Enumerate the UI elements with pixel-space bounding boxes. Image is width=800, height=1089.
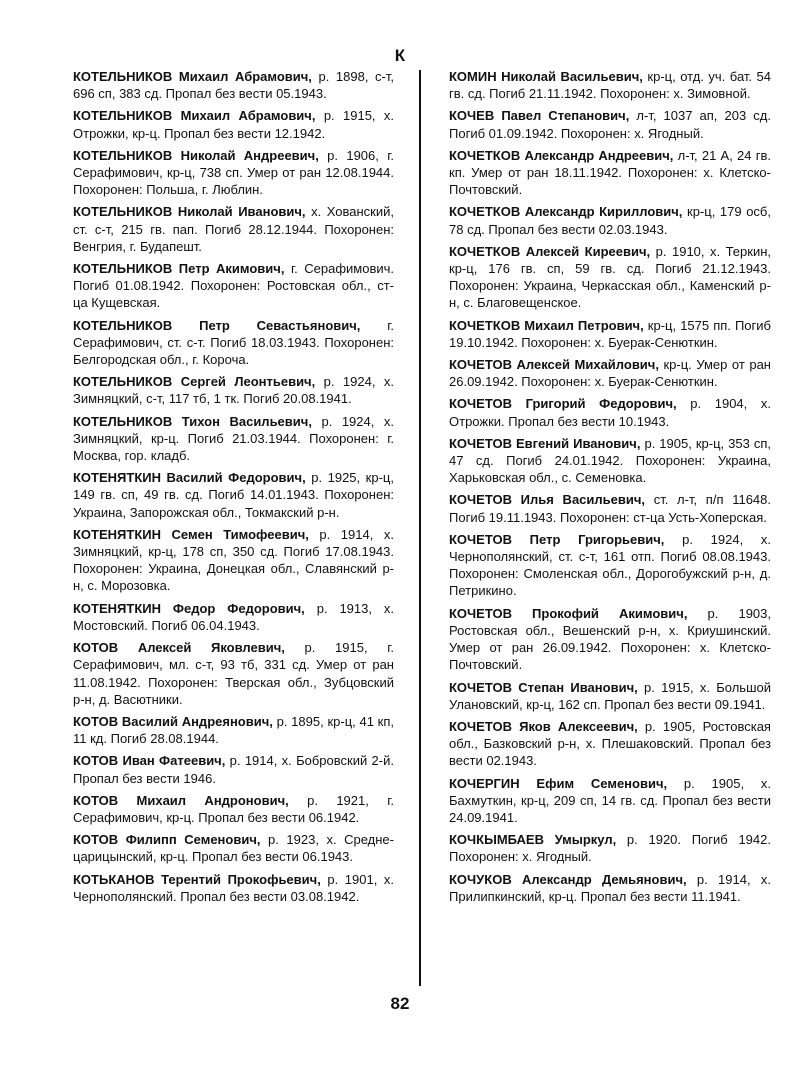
list-item	[73, 203, 394, 255]
entry-name: КОТЕНЯТКИН Семен Тимофеевич,	[73, 526, 309, 542]
entry-name: КОЧЕТОВ Степан Иванович,	[449, 679, 638, 695]
list-item	[73, 713, 394, 747]
entry-name: КОТЕЛЬНИКОВ Николай Иванович,	[73, 204, 306, 220]
entry-text: р. 1910, х. Теркин, кр-ц, 176 гв. сп, 59 гв. сд. Погиб 21.12.1943. Похоронен: Украина, Черкасская обл., Каменский р-н, с. Благовещенское.	[449, 243, 772, 311]
entry-name: КОТОВ Алексей Яковлевич,	[73, 640, 285, 656]
entry-text: х. Хованский, ст. с-т, 215 гв. пап. Погиб 28.12.1944. Похоронен: Венгрия, г. Будапешт.	[73, 204, 394, 254]
entry-name: КОТОВ Василий Андреянович,	[73, 713, 273, 729]
entry-text: р. 1924, х. Чернополянский, ст. с-т, 161 отп. Погиб 08.08.1943. Похоронен: Смоленская обл., Дорогобужский р-н, д. Петрикино.	[449, 531, 771, 599]
entry-text: кр-ц, отд. уч. бат. 54 гв. сд. Погиб 21.11.1942. Похоронен: х. Зимовной.	[449, 69, 771, 102]
entry-name: КОЧЕТОВ Алексей Михайлович,	[449, 357, 659, 373]
list-item	[449, 718, 771, 770]
entry-text: р. 1901, х. Чернополянский. Пропал без вести 03.08.1942.	[73, 871, 394, 904]
entry-name: КОТОВ Михаил Андронович,	[73, 792, 289, 808]
entry-name: КОЧКЫМБАЕВ Умыркул,	[449, 832, 617, 848]
left-column	[73, 68, 394, 910]
entry-name: КОТЕНЯТКИН Василий Федорович,	[73, 470, 306, 486]
entry-text: р. 1915, х. Отрожки, кр-ц. Пропал без вести 12.1942.	[73, 108, 394, 141]
list-item	[449, 531, 771, 600]
list-item	[449, 243, 771, 312]
entry-text: р. 1905, кр-ц, 353 сп, 47 сд. Погиб 24.01.1942. Похоронен: Украина, Харьковская обл., с. Семеновка.	[449, 435, 771, 486]
list-item	[73, 469, 394, 521]
section-letter: К	[394, 46, 406, 65]
entry-text: кр-ц, 179 осб, 78 сд. Пропал без вести 02.03.1943.	[449, 204, 771, 237]
entry-name: КОТЕЛЬНИКОВ Михаил Абрамович,	[73, 69, 312, 84]
entry-name: КОТЕЛЬНИКОВ Сергей Леонтьевич,	[73, 374, 316, 390]
list-item	[449, 435, 771, 487]
entry-text: р. 1906, г. Серафимович, кр-ц, 738 сп. Умер от ран 12.08.1944. Похоронен: Польша, г. Люблин.	[73, 147, 394, 198]
entry-text: л-т, 21 А, 24 гв. кп. Умер от ран 18.11.1942. Похоронен: х. Клетско-Почтовский.	[449, 147, 771, 198]
entry-name: КОТЕЛЬНИКОВ Михаил Абрамович,	[73, 108, 316, 124]
entry-name: КОТЕЛЬНИКОВ Тихон Васильевич,	[73, 413, 312, 429]
entry-name: КОМИН Николай Васильевич,	[449, 69, 643, 84]
list-item	[449, 203, 771, 237]
entry-name: КОЧЕТОВ Григорий Федорович,	[449, 396, 677, 412]
entry-text: р. 1924, х. Зимняцкий, кр-ц. Погиб 21.03.1944. Похоронен: г. Москва, гор. кладб.	[73, 413, 394, 464]
entry-name: КОТЕНЯТКИН Федор Федорович,	[73, 600, 305, 616]
entry-name: КОТЕЛЬНИКОВ Петр Севастьянович,	[73, 317, 361, 333]
list-item	[449, 147, 771, 199]
entry-name: КОЧЕТОВ Прокофий Акимович,	[449, 605, 688, 621]
list-item	[449, 871, 771, 905]
list-item	[449, 68, 771, 102]
entry-text: р. 1925, кр-ц, 149 гв. сп, 49 гв. сд. Погиб 14.01.1943. Похоронен: Украина, Запорожская обл., Токмакский р-н.	[73, 470, 394, 520]
entry-text: р. 1920. Погиб 1942. Похоронен: х. Ягодный.	[449, 832, 771, 865]
list-item	[73, 260, 394, 312]
list-item	[449, 491, 771, 525]
entry-name: КОЧЕТКОВ Алексей Киреевич,	[449, 243, 651, 259]
list-item	[73, 317, 394, 369]
entry-text: р. 1895, кр-ц, 41 кп, 11 кд. Погиб 28.08.1944.	[73, 713, 394, 747]
list-item	[73, 639, 394, 708]
entry-text: кр-ц, 1575 пп. Погиб 19.10.1942. Похоронен: х. Буерак-Сенюткин.	[449, 317, 771, 350]
entry-text: р. 1905, Ростовская обл., Базковский р-н, х. Плешаковский. Пропал без вести 02.1943.	[449, 718, 771, 769]
list-item	[449, 356, 771, 390]
list-item	[449, 775, 771, 827]
list-item	[449, 107, 771, 141]
list-item	[449, 679, 771, 713]
entry-text: р. 1921, г. Серафимович, кр-ц. Пропал без вести 06.1942.	[73, 792, 394, 825]
column-divider	[419, 70, 421, 986]
entry-name: КОЧУКОВ Александр Демьянович,	[449, 871, 687, 887]
entry-text: р. 1914, х. Прилипкинский, кр-ц. Пропал без вести 11.1941.	[449, 871, 771, 904]
list-item	[73, 68, 394, 102]
entry-name: КОЧЕТОВ Илья Васильевич,	[449, 492, 646, 508]
list-item	[449, 395, 771, 429]
entry-text: р. 1915, х. Большой Улановский, кр-ц, 162 сп. Пропал без вести 09.1941.	[449, 679, 771, 712]
entry-name: КОЧЕТКОВ Михаил Петрович,	[449, 317, 644, 333]
entry-text: ст. л-т, п/п 11648. Погиб 19.11.1943. Похоронен: ст-ца Усть-Хоперская.	[449, 492, 771, 525]
list-item	[73, 413, 394, 465]
list-item	[73, 600, 394, 634]
entry-name: КОТЕЛЬНИКОВ Петр Акимович,	[73, 261, 285, 277]
entry-text: р. 1914, х. Зимняцкий, кр-ц, 178 сп, 350 сд. Погиб 17.08.1943. Похоронен: Украина, Донецкая обл., Славянский р-н, с. Морозовка.	[73, 526, 394, 594]
entry-text: р. 1923, х. Среднецарицынский, кр-ц. Пропал без вести 06.1943.	[73, 832, 394, 865]
entry-name: КОТЬКАНОВ Терентий Прокофьевич,	[73, 871, 321, 887]
entry-text: р. 1913, х. Мостовский. Погиб 06.04.1943.	[73, 600, 394, 633]
entry-text: л-т, 1037 ап, 203 сд. Погиб 01.09.1942. Похоронен: х. Ягодный.	[449, 108, 771, 141]
entry-name: КОЧЕВ Павел Степанович,	[449, 108, 630, 124]
entry-text: г. Серафимович, ст. с-т. Погиб 18.03.1943. Похоронен: Белгородская обл., г. Короча.	[73, 317, 394, 368]
entry-text: кр-ц. Умер от ран 26.09.1942. Похоронен: х. Буерак-Сенюткин.	[449, 357, 771, 390]
entry-text: р. 1914, х. Бобровский 2-й. Пропал без вести 1946.	[73, 753, 394, 786]
entry-text: р. 1915, г. Серафимович, мл. с-т, 93 тб, 331 сд. Умер от ран 11.08.1942. Похоронен: Тверская обл., Зубцовский р-н, д. Васютники.	[73, 640, 394, 707]
entry-name: КОТОВ Иван Фатеевич,	[73, 753, 226, 769]
list-item	[73, 526, 394, 595]
entry-name: КОЧЕТОВ Евгений Иванович,	[449, 435, 641, 451]
entry-name: КОЧЕТКОВ Александр Андреевич,	[449, 147, 674, 163]
entry-name: КОТОВ Филипп Семенович,	[73, 832, 261, 848]
entry-text: р. 1898, с-т, 696 сп, 383 сд. Пропал без вести 05.1943.	[73, 69, 394, 102]
list-item	[73, 752, 394, 786]
list-item	[73, 107, 394, 141]
entry-text: р. 1905, х. Бахмуткин, кр-ц, 209 сп, 14 гв. сд. Пропал без вести 24.09.1941.	[449, 775, 771, 825]
entry-text: г. Серафимович. Погиб 01.08.1942. Похоронен: Ростовская обл., ст-ца Кущевская.	[73, 261, 395, 311]
entry-text: р. 1903, Ростовская обл., Вешенский р-н, х. Криушинский. Умер от ран 26.09.1942. Похоронен: х. Клетско-Почтовский.	[449, 605, 771, 673]
entry-text: р. 1904, х. Отрожки. Пропал без вести 10.1943.	[449, 396, 772, 429]
list-item	[449, 317, 771, 351]
entry-name: КОЧЕТОВ Яков Алексеевич,	[449, 718, 638, 734]
entry-name: КОЧЕТОВ Петр Григорьевич,	[449, 531, 665, 547]
page-number: 82	[390, 994, 410, 1013]
list-item	[449, 831, 771, 865]
entry-name: КОЧЕРГИН Ефим Семенович,	[449, 775, 668, 791]
list-item	[73, 871, 394, 905]
list-item	[73, 831, 394, 865]
entry-text: р. 1924, х. Зимняцкий, с-т, 117 тб, 1 тк. Погиб 20.08.1941.	[73, 374, 394, 407]
list-item	[73, 373, 394, 407]
list-item	[449, 605, 771, 674]
entry-name: КОЧЕТКОВ Александр Кириллович,	[449, 204, 683, 220]
right-column	[449, 68, 771, 910]
entry-name: КОТЕЛЬНИКОВ Николай Андреевич,	[73, 147, 319, 163]
list-item	[73, 792, 394, 826]
list-item	[73, 147, 394, 199]
